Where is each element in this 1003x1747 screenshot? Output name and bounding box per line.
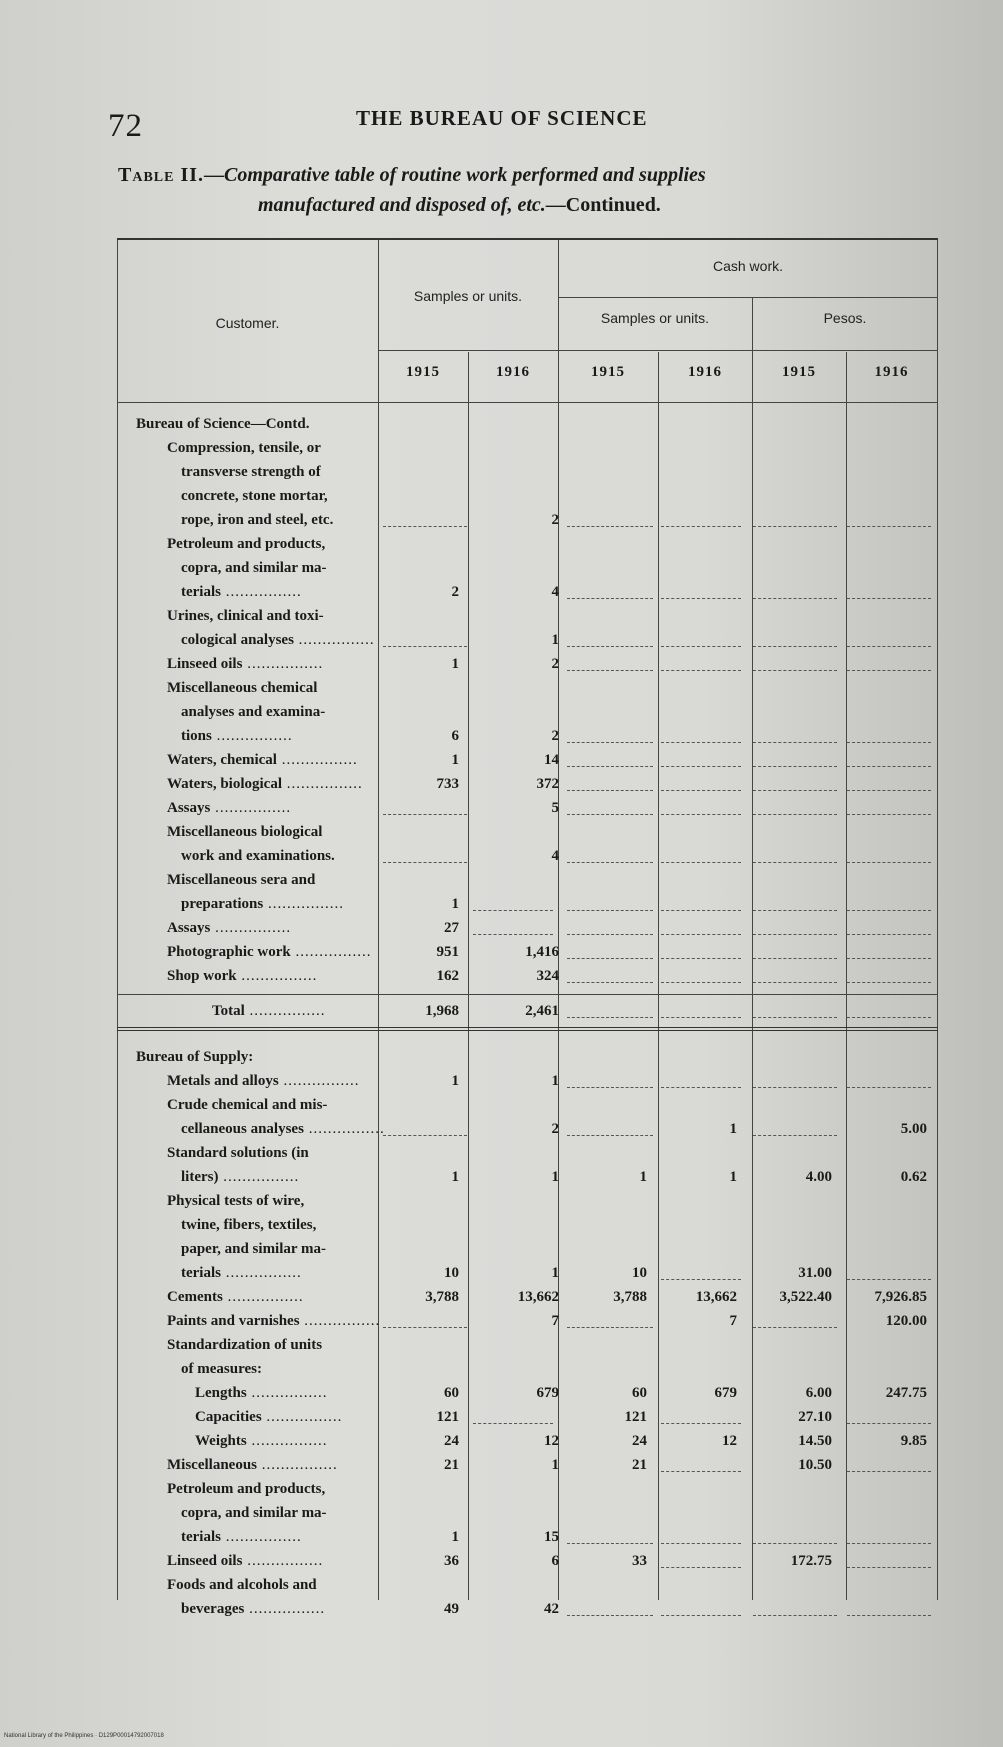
row-values [117,772,938,796]
empty-cell-leader [661,1543,741,1544]
caption-dash: — [204,164,225,186]
row-values [117,580,938,604]
cell-value: 7 [551,1313,559,1329]
table-row [117,1285,938,1309]
cell-value: 1 [729,1121,737,1137]
empty-cell-leader [661,1423,741,1424]
section-heading-row [117,1045,938,1069]
empty-cell-leader [847,1471,931,1472]
empty-cell-leader [847,958,931,959]
cell-value: 679 [536,1385,559,1401]
header-year-1915: 1915 [591,364,625,380]
cell-value: 1 [451,1169,459,1185]
empty-cell-leader [567,1543,653,1544]
empty-cell-leader [847,670,931,671]
row-label-line: Linseed oils ..... [167,652,367,676]
table-rule-header-bottom [117,402,938,403]
row-values [117,1525,938,1549]
empty-cell-leader [847,790,931,791]
cell-value: 1,968 [425,1003,459,1019]
empty-cell-leader [661,646,741,647]
cell-value: 372 [536,776,559,792]
empty-cell-leader [753,910,837,911]
cell-value: 1,416 [525,944,559,960]
empty-cell-leader [661,526,741,527]
empty-cell-leader [847,1017,931,1018]
table-row [117,820,938,868]
row-values [117,628,938,652]
empty-cell-leader [567,646,653,647]
cell-value: 247.75 [885,1385,927,1401]
archive-stamp: National Library of the Philippines · D129P00014792007018 [4,1733,164,1739]
empty-cell-leader [567,670,653,671]
cell-value: 733 [436,776,459,792]
cell-value: 13,662 [695,1289,737,1305]
cell-value: 679 [714,1385,737,1401]
cell-value: 60 [632,1385,647,1401]
row-label-line: Crude chemical and mis- [167,1097,328,1113]
cell-value: 4 [551,584,559,600]
row-label-line: Weights ..... [195,1429,367,1453]
empty-cell-leader [847,1423,931,1424]
empty-cell-leader [661,958,741,959]
row-label-line: Waters, biological ..... [167,772,367,796]
cell-value: 1 [551,632,559,648]
cell-value: 27.10 [798,1409,832,1425]
empty-cell-leader [753,1017,837,1018]
empty-cell-leader [661,1567,741,1568]
cell-value: 162 [436,968,459,984]
row-values [117,724,938,748]
row-label-line: Total ..... [212,999,367,1023]
table-row [117,748,938,772]
cell-value: 12 [544,1433,559,1449]
cell-value: 2 [451,584,459,600]
cell-value: 2 [551,728,559,744]
empty-cell-leader [753,958,837,959]
empty-cell-leader [661,1017,741,1018]
running-head: THE BUREAU OF SCIENCE [356,106,648,130]
table-row [117,1381,938,1405]
cell-value: 15 [544,1529,559,1545]
row-label-line: Linseed oils ..... [167,1549,367,1573]
cell-value: 1 [551,1169,559,1185]
empty-cell-leader [753,670,837,671]
empty-cell-leader [847,1543,931,1544]
row-values [117,1357,938,1381]
empty-cell-leader [661,790,741,791]
row-values [117,748,938,772]
row-values [117,1261,938,1285]
table-row [117,1549,938,1573]
cell-value: 13,662 [517,1289,559,1305]
empty-cell-leader [567,910,653,911]
row-label-line: Paints and varnishes ..... [167,1309,367,1333]
caption-title-line-1: Comparative table of routine work performed and supplies [224,164,706,186]
row-label-line: Miscellaneous ..... [167,1453,367,1477]
row-label-line: terials ..... [167,1525,367,1549]
table-row [117,1189,938,1285]
cell-value: 1 [551,1073,559,1089]
cell-value: 2 [551,656,559,672]
empty-cell-leader [661,934,741,935]
cell-value: 2 [551,1121,559,1137]
cell-value: 2 [551,512,559,528]
empty-cell-leader [567,862,653,863]
row-label-line: Bureau of Science—Contd. [136,416,310,432]
cell-value: 7,926.85 [874,1289,927,1305]
row-label-line: transverse strength of [181,464,321,480]
row-values [117,652,938,676]
row-label-line: Foods and alcohols and [167,1577,317,1593]
cell-value: 14 [544,752,559,768]
cell-value: 24 [632,1433,647,1449]
cell-value: 2,461 [525,1003,559,1019]
row-values [117,1381,938,1405]
empty-cell-leader [661,598,741,599]
caption-title-line-2: manufactured and disposed of, etc. [258,194,546,216]
header-pesos: Pesos. [823,310,867,326]
row-values [117,412,938,436]
cell-value: 120.00 [885,1313,927,1329]
empty-cell-leader [473,910,553,911]
row-label-line: Miscellaneous sera and [167,872,316,888]
cell-value: 36 [444,1553,459,1569]
table-row [117,676,938,748]
cell-value: 12 [722,1433,737,1449]
cell-value: 42 [544,1601,559,1617]
row-values [117,1429,938,1453]
table-row [117,796,938,820]
header-cash-samples-or-units: Samples or units. [600,310,710,326]
cell-value: 14.50 [798,1433,832,1449]
cell-value: 4 [551,848,559,864]
cell-value: 0.62 [900,1169,927,1185]
table-row [117,604,938,652]
table-row [117,772,938,796]
row-label-line: Petroleum and products, [167,536,326,552]
table-row [117,1069,938,1093]
row-values [117,1549,938,1573]
empty-cell-leader [847,982,931,983]
row-values [117,916,938,940]
table-row [117,1429,938,1453]
cell-value: 24 [444,1433,459,1449]
empty-cell-leader [847,814,931,815]
empty-cell-leader [661,670,741,671]
empty-cell-leader [661,814,741,815]
table-body [117,412,938,1621]
row-label-line: copra, and similar ma- [181,560,327,576]
header-samples-or-units: Samples or units. [413,288,523,304]
empty-cell-leader [753,934,837,935]
row-label-line: Petroleum and products, [167,1481,326,1497]
row-label-line: cological analyses ..... [167,628,367,652]
empty-cell-leader [753,1327,837,1328]
row-values [117,844,938,868]
cell-value: 10 [444,1265,459,1281]
row-values [117,508,938,532]
table-rule-cash-sub [558,297,938,298]
empty-cell-leader [847,910,931,911]
table-row [117,1477,938,1549]
empty-cell-leader [753,526,837,527]
empty-cell-leader [847,1087,931,1088]
empty-cell-leader [753,1543,837,1544]
row-label-line: Standardization of units [167,1337,323,1353]
row-values [117,1165,938,1189]
empty-cell-leader [753,982,837,983]
table-row [117,1333,938,1381]
row-label-line: of measures: [181,1361,262,1377]
row-label-line: paper, and similar ma- [181,1241,327,1257]
table-row [117,868,938,916]
table-caption [118,160,938,220]
table-row [117,964,938,988]
cell-value: 1 [729,1169,737,1185]
row-label-line: terials ..... [167,1261,367,1285]
row-label-line: terials ..... [167,580,367,604]
cell-value: 3,522.40 [779,1289,832,1305]
empty-cell-leader [567,982,653,983]
empty-cell-leader [567,1615,653,1616]
cell-value: 31.00 [798,1265,832,1281]
cell-value: 6 [451,728,459,744]
empty-cell-leader [847,934,931,935]
header-customer: Customer. [215,315,280,331]
row-values [117,1285,938,1309]
empty-cell-leader [847,1567,931,1568]
cell-value: 3,788 [613,1289,647,1305]
empty-cell-leader [661,910,741,911]
cell-value: 7 [729,1313,737,1329]
row-label-line: Capacities ..... [195,1405,367,1429]
cell-value: 10.50 [798,1457,832,1473]
header-year-1915: 1915 [406,364,440,380]
empty-cell-leader [383,862,467,863]
row-label-line: Bureau of Supply: [136,1049,254,1065]
empty-cell-leader [753,646,837,647]
cell-value: 6 [551,1553,559,1569]
cell-value: 324 [536,968,559,984]
cell-value: 1 [451,752,459,768]
empty-cell-leader [847,862,931,863]
cell-value: 21 [444,1457,459,1473]
empty-cell-leader [567,598,653,599]
empty-cell-leader [753,598,837,599]
cell-value: 951 [436,944,459,960]
row-label-line: cellaneous analyses ..... [167,1117,367,1141]
cell-value: 3,788 [425,1289,459,1305]
cell-value: 121 [436,1409,459,1425]
cell-value: 33 [632,1553,647,1569]
empty-cell-leader [847,742,931,743]
table-row [117,436,938,532]
cell-value: 60 [444,1385,459,1401]
total-row [117,994,938,1031]
row-label-line: concrete, stone mortar, [181,488,328,504]
row-values [117,1405,938,1429]
cell-value: 1 [451,896,459,912]
empty-cell-leader [753,1135,837,1136]
empty-cell-leader [383,1135,467,1136]
empty-cell-leader [661,742,741,743]
empty-cell-leader [567,1017,653,1018]
header-year-1915: 1915 [782,364,816,380]
row-label-line: Urines, clinical and toxi- [167,608,324,624]
row-values [117,796,938,820]
empty-cell-leader [567,958,653,959]
empty-cell-leader [847,766,931,767]
row-values [117,1069,938,1093]
row-label-line: Compression, tensile, or [167,440,321,456]
cell-value: 172.75 [790,1553,832,1569]
table-row [117,1405,938,1429]
row-label-line: liters) ..... [167,1165,367,1189]
row-label-line: Assays ..... [167,796,367,820]
empty-cell-leader [753,862,837,863]
cell-value: 27 [444,920,459,936]
empty-cell-leader [567,1087,653,1088]
empty-cell-leader [753,742,837,743]
row-values [117,892,938,916]
empty-cell-leader [473,934,553,935]
cell-value: 1 [451,1529,459,1545]
empty-cell-leader [847,1615,931,1616]
row-label-line: Physical tests of wire, [167,1193,305,1209]
cell-value: 4.00 [805,1169,832,1185]
row-label-line: Cements ..... [167,1285,367,1309]
row-label-line: Metals and alloys ..... [167,1069,367,1093]
row-values [117,940,938,964]
row-label-line: Shop work ..... [167,964,367,988]
empty-cell-leader [661,766,741,767]
cell-value: 1 [551,1265,559,1281]
empty-cell-leader [753,1087,837,1088]
empty-cell-leader [567,526,653,527]
row-values [117,999,938,1023]
row-label-line: Standard solutions (in [167,1145,309,1161]
cell-value: 10 [632,1265,647,1281]
empty-cell-leader [661,1471,741,1472]
empty-cell-leader [753,790,837,791]
empty-cell-leader [661,982,741,983]
row-label-line: Lengths ..... [195,1381,367,1405]
table-row [117,1093,938,1141]
row-label-line: copra, and similar ma- [181,1505,327,1521]
row-label-line: Miscellaneous chemical [167,680,318,696]
cell-value: 1 [639,1169,647,1185]
empty-cell-leader [567,934,653,935]
header-cash-work: Cash work. [712,258,784,274]
row-label-line: preparations ..... [167,892,367,916]
cell-value: 1 [451,1073,459,1089]
cell-value: 5 [551,800,559,816]
row-label-line: twine, fibers, textiles, [181,1217,317,1233]
empty-cell-leader [473,1423,553,1424]
row-label-line: work and examinations. [181,848,335,864]
cell-value: 121 [624,1409,647,1425]
row-label-line: Assays ..... [167,916,367,940]
empty-cell-leader [383,1327,467,1328]
row-label-line: tions ..... [167,724,367,748]
row-values [117,1309,938,1333]
header-year-1916: 1916 [496,364,530,380]
empty-cell-leader [567,742,653,743]
empty-cell-leader [847,1279,931,1280]
table-row [117,940,938,964]
row-label-line: Miscellaneous biological [167,824,323,840]
empty-cell-leader [567,1135,653,1136]
row-values [117,1453,938,1477]
cell-value: 5.00 [900,1121,927,1137]
empty-cell-leader [567,790,653,791]
cell-value: 49 [444,1601,459,1617]
empty-cell-leader [383,526,467,527]
cell-value: 6.00 [805,1385,832,1401]
row-label-line: beverages ..... [167,1597,367,1621]
empty-cell-leader [753,814,837,815]
cell-value: 21 [632,1457,647,1473]
cell-value: 9.85 [900,1433,927,1449]
empty-cell-leader [383,646,467,647]
section-heading-row [117,412,938,436]
empty-cell-leader [661,1087,741,1088]
empty-cell-leader [567,814,653,815]
row-values [117,1045,938,1069]
empty-cell-leader [567,1327,653,1328]
row-label-line: Photographic work ..... [167,940,367,964]
empty-cell-leader [753,766,837,767]
empty-cell-leader [383,814,467,815]
header-year-1916: 1916 [688,364,722,380]
row-label-line: rope, iron and steel, etc. [181,512,334,528]
empty-cell-leader [847,598,931,599]
cell-value: 1 [451,656,459,672]
row-values [117,964,938,988]
empty-cell-leader [753,1615,837,1616]
empty-cell-leader [847,526,931,527]
row-label-line: analyses and examina- [181,704,326,720]
header-year-1916: 1916 [874,364,909,380]
caption-label: Table II. [118,164,205,186]
empty-cell-leader [661,1279,741,1280]
table-row [117,916,938,940]
table-row [117,1309,938,1333]
table-row [117,1573,938,1621]
table-rule-years-top [378,350,938,351]
cell-value: 1 [551,1457,559,1473]
row-values [117,1597,938,1621]
table-row [117,1141,938,1189]
empty-cell-leader [847,646,931,647]
table-row [117,532,938,604]
empty-cell-leader [567,766,653,767]
empty-cell-leader [661,1615,741,1616]
empty-cell-leader [661,862,741,863]
table-row [117,652,938,676]
page-number: 72 [108,108,143,144]
row-values [117,1117,938,1141]
row-label-line: Waters, chemical ..... [167,748,367,772]
table-row [117,1453,938,1477]
caption-suffix: —Continued. [545,194,661,216]
